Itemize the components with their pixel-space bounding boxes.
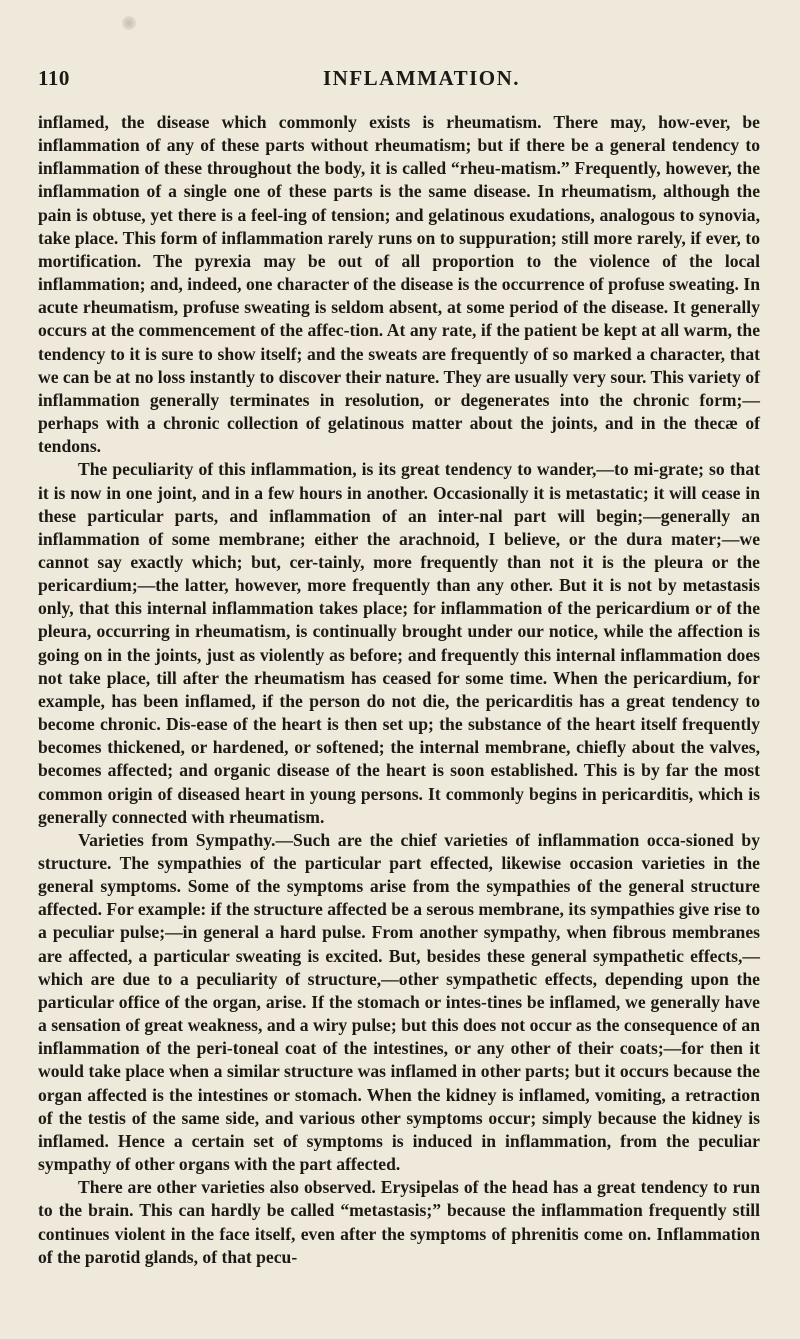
paragraph-1: inflamed, the disease which commonly exists is rheumatism. There may, how-ever, be inflammation of any of these parts without rheumatism; but if there be a general tendency to inflammation of these throughout the body, it is called “rheu-matism.” Frequently, however, the inflammation of a single one of these parts is the same disease. In rheumatism, although the pain is obtuse, yet there is a feel-ing of tension; and gelatinous exudations, analogous to synovia, take place. This form of inflammation rarely runs on to suppuration; still more rarely, if ever, to mortification. The pyrexia may be out of all proportion to the violence of the local inflammation; and, indeed, one character of the disease is the occurrence of profuse sweating. In acute rheumatism, profuse sweating is seldom absent, at some period of the disease. It generally occurs at the commencement of the affec-tion. At any rate, if the patient be kept at all warm, the tendency to it is sure to show itself; and the sweats are frequently of so marked a character, that we can be at no loss instantly to discover their nature. They are usually very sour. This variety of inflammation generally terminates in resolution, or degenerates into the chronic form;—perhaps with a chronic collection of gelatinous matter about the joints, and in the thecæ of tendons. xyxy=(38,112,760,457)
running-head: INFLAMMATION. xyxy=(323,66,521,90)
paragraph-3: Varieties from Sympathy.—Such are the chief varieties of inflammation occa-sioned by structure. The sympathies of the particular part effected, likewise occasion varieties in the general symptoms. Some of the symptoms arise from the sympathies of the general structure affected. For example: if the structure affected be a serous membrane, its sympathies give rise to a peculiar pulse;—in general a hard pulse. From another sympathy, when fibrous membranes are affected, a particular sweating is excited. But, besides these general sympathetic effects,—which are due to a peculiarity of structure,—other sympathetic effects, depending upon the particular office of the organ, arise. If the stomach or intes-tines be inflamed, we generally have a sensation of great weakness, and a wiry pulse; but this does not occur as the consequence of an inflammation of the peri-toneal coat of the intestines, or any other of their coats;—for then it would take place when a similar structure was inflamed in other parts; but it occurs because the organ affected is the intestines or stomach. When the kidney is inflamed, vomiting, a retraction of the testis of the same side, and various other symptoms occur; simply because the kidney is inflamed. Hence a certain set of symptoms is induced in inflammation, from the peculiar sympathy of other organs with the part affected. xyxy=(38,829,760,1175)
page-header xyxy=(38,66,760,94)
paragraph-4: There are other varieties also observed. Erysipelas of the head has a great tendency to run to the brain. This can hardly be called “metastasis;” because the inflammation frequently still continues violent in the face itself, even after the symptoms of phrenitis come on. Inflammation of the parotid glands, of that pecu- xyxy=(38,1177,760,1267)
page-number: 110 xyxy=(38,66,70,90)
paragraph-2: The peculiarity of this inflammation, is its great tendency to wander,—to mi-grate; so that it is now in one joint, and in a few hours in another. Occasionally it is metastatic; it will cease in these particular parts, and inflammation of an inter-nal part will begin;—generally an inflammation of some membrane; either the arachnoid, I believe, or the dura mater;—we cannot say exactly which; but, cer-tainly, more frequently than not it is the pleura or the pericardium;—the latter, however, more frequently than any other. But it is not by metastasis only, that this internal inflammation takes place; for inflammation of the pericardium or of the pleura, occurring in rheumatism, is continually brought under our notice, while the affection is going on in the joints, just as violently as before; and frequently this internal inflammation does not take place, till after the rheumatism has ceased for some time. When the pericardium, for example, has been inflamed, if the person do not die, the pericarditis has a great tendency to become chronic. Dis-ease of the heart is then set up; the substance of the heart itself frequently becomes thickened, or hardened, or softened; the internal membrane, chiefly about the valves, becomes affected; and organic disease of the heart is soon established. This is by far the most common origin of diseased heart in young persons. It commonly begins in pericarditis, which is generally connected with rheumatism. xyxy=(38,459,760,827)
paper-stain xyxy=(122,16,136,30)
body-text xyxy=(38,111,760,1269)
